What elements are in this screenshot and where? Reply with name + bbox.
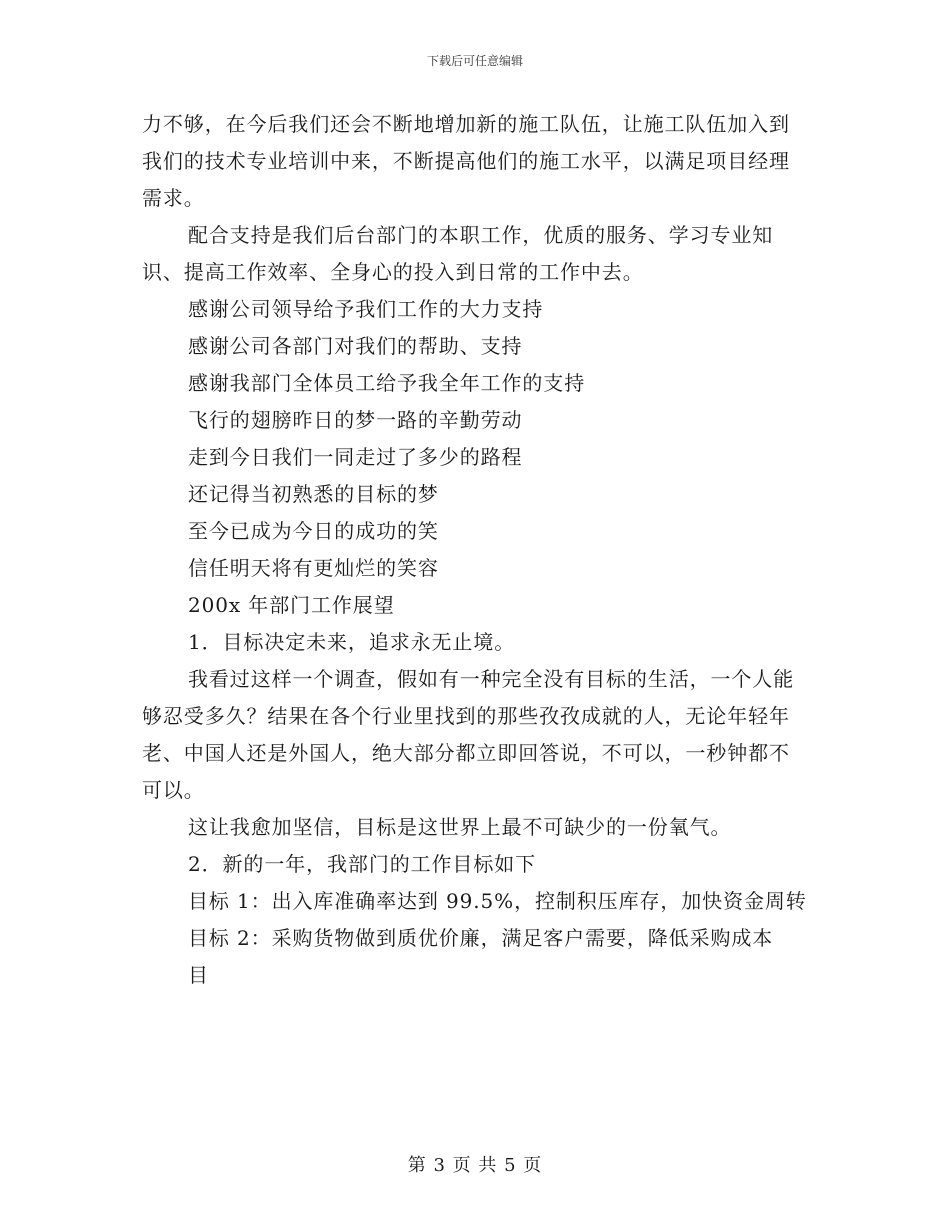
paragraph-2: 配合支持是我们后台部门的本职工作，优质的服务、学习专业知识、提高工作效率、全身心的投入到日常的工作中去。 — [142, 223, 774, 284]
text-line: 信任明天将有更灿烂的笑容 — [188, 556, 439, 580]
page-number: 第 3 页 共 5 页 — [407, 1155, 543, 1176]
document-body — [142, 106, 810, 994]
text-line: 感谢我部门全体员工给予我全年工作的支持 — [188, 371, 586, 395]
goal-item: 目标 1：出入库准确率达到 99.5%，控制积压库存，加快资金周转 — [188, 889, 807, 913]
text-line: 感谢公司各部门对我们的帮助、支持 — [188, 334, 523, 358]
numbered-heading: 1．目标决定未来，追求永无止境。 — [188, 630, 516, 654]
text-line: 感谢公司领导给予我们工作的大力支持 — [188, 297, 544, 321]
page-header: 下载后可任意编辑 — [426, 54, 523, 68]
text-line: 走到今日我们一同走过了多少的路程 — [188, 445, 523, 469]
paragraph-3: 我看过这样一个调查，假如有一种完全没有目标的生活，一个人能够忍受多久？结果在各个行业里找到的那些孜孜成就的人，无论年轻年老、中国人还是外国人，绝大部分都立即回答说，不可以，一秒钟都不可以。 — [142, 667, 795, 802]
text-line: 飞行的翅膀昨日的梦一路的辛勤劳动 — [188, 408, 523, 432]
numbered-heading: 2．新的一年，我部门的工作目标如下 — [188, 852, 537, 876]
text-line: 还记得当初熟悉的目标的梦 — [188, 482, 439, 506]
text-line: 目 — [188, 963, 209, 987]
section-heading: 200x 年部门工作展望 — [188, 593, 395, 617]
text-line: 这让我愈加坚信，目标是这世界上最不可缺少的一份氧气。 — [188, 815, 732, 839]
goal-item: 目标 2：采购货物做到质优价廉，满足客户需要，降低采购成本 — [188, 926, 774, 950]
text-line: 至今已成为今日的成功的笑 — [188, 519, 439, 543]
paragraph-1: 力不够，在今后我们还会不断地增加新的施工队伍，让施工队伍加入到我们的技术专业培训中来，不断提高他们的施工水平，以满足项目经理需求。 — [142, 112, 790, 210]
